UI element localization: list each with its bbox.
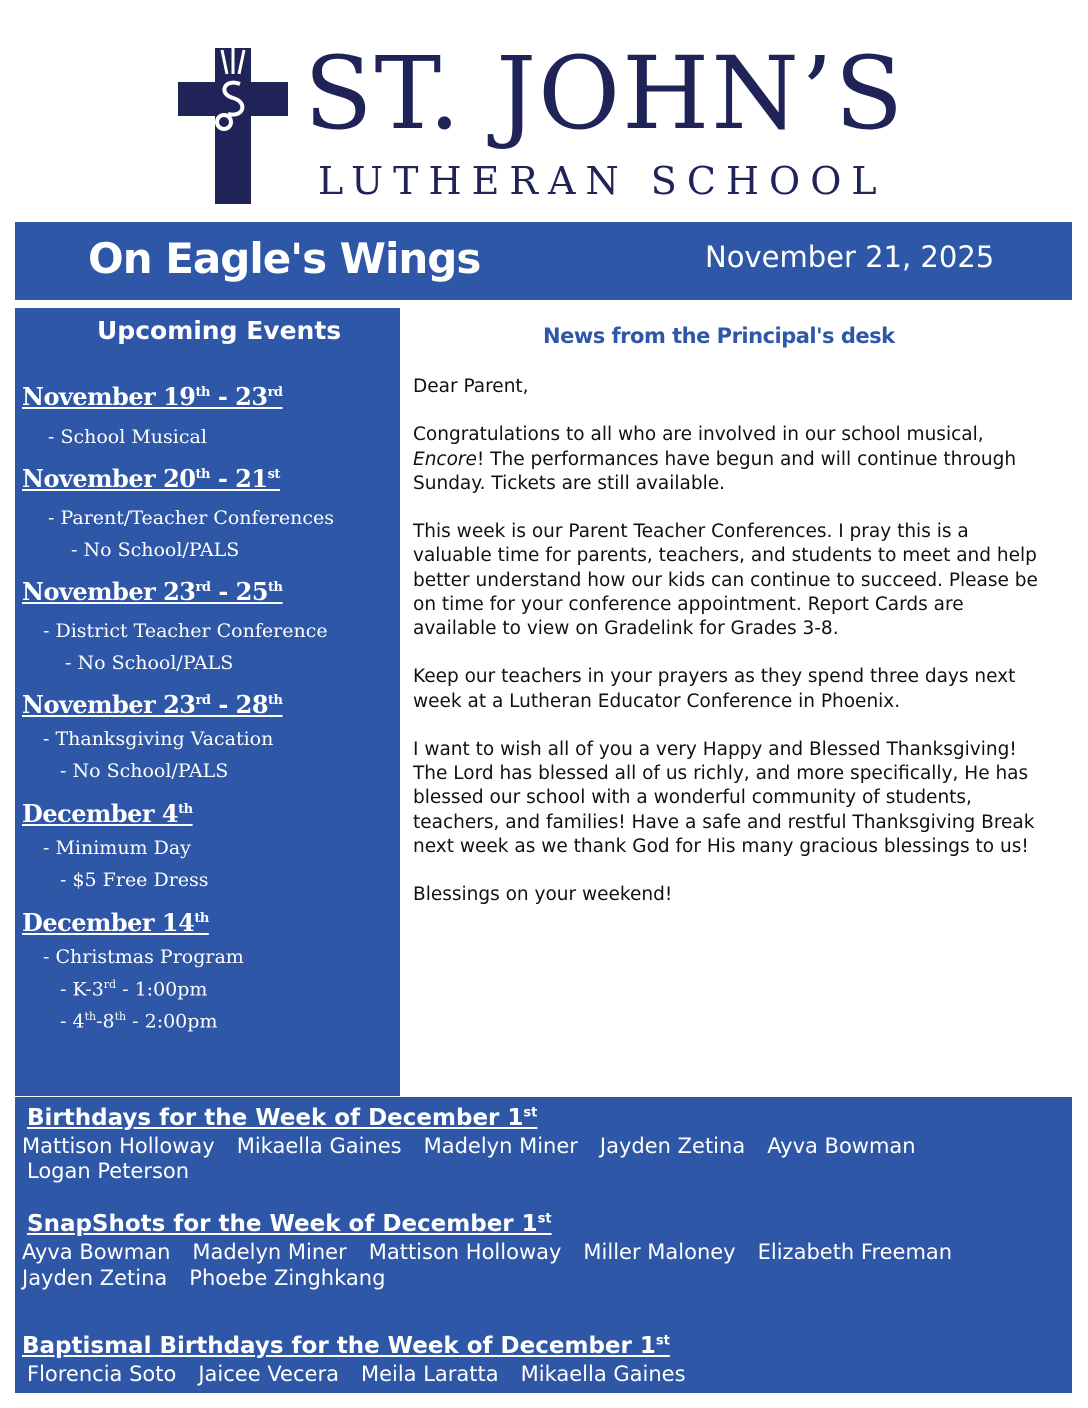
name-item: Madelyn Miner [423, 1134, 578, 1158]
baptismal-heading: Baptismal Birthdays for the Week of December 1st [22, 1333, 670, 1359]
birthdays-names-line-2 [27, 1158, 211, 1184]
event-sub-item: - 4th-8th - 2:00pm [60, 1010, 218, 1033]
name-item: Madelyn Miner [192, 1240, 347, 1264]
name-item: Meila Laratta [360, 1362, 499, 1386]
event-item: - Parent/Teacher Conferences [48, 507, 335, 529]
events-heading: Upcoming Events [97, 316, 342, 345]
event-date: November 23rd - 25th [22, 577, 283, 606]
snapshots-names-line-2 [22, 1265, 407, 1291]
name-item: Mikaella Gaines [520, 1362, 686, 1386]
event-date: November 23rd - 28th [22, 690, 283, 719]
school-logo [178, 35, 938, 208]
birthdays-heading: Birthdays for the Week of December 1st [27, 1105, 538, 1131]
principal-heading: News from the Principal's desk [543, 324, 895, 348]
letter-closing: Blessings on your weekend! [413, 884, 673, 906]
name-item: Ayva Bowman [22, 1240, 171, 1264]
event-item: - Christmas Program [43, 946, 244, 968]
event-item: - No School/PALS [60, 760, 229, 782]
baptismal-names-line-1 [27, 1361, 708, 1387]
letter-paragraph: I want to wish all of you a very Happy and Blessed Thanksgiving! The Lord has blessed all of us richly, and more specifically, He has blessed our school with a wonderful community of students, teachers, and families! Have a safe and restful Thanksgiving Break next week as we thank God for His many gracious blessings to us! [413, 738, 1035, 857]
name-item: Logan Peterson [27, 1159, 190, 1183]
name-item: Florencia Soto [27, 1362, 177, 1386]
principal-letter-panel [400, 308, 1072, 1096]
name-item: Mattison Holloway [368, 1240, 562, 1264]
name-item: Jayden Zetina [599, 1134, 746, 1158]
name-item: Elizabeth Freeman [757, 1240, 953, 1264]
event-date: November 20th - 21st [22, 464, 280, 493]
event-date: December 4th [22, 799, 193, 828]
name-item: Mikaella Gaines [236, 1134, 402, 1158]
newsletter-banner [15, 222, 1072, 300]
event-date: November 19th - 23rd [22, 382, 283, 411]
event-item: - No School/PALS [71, 539, 240, 561]
birthdays-names-line-1 [22, 1133, 938, 1159]
newsletter-title: On Eagle's Wings [88, 234, 481, 283]
event-sub-item: - K-3rd - 1:00pm [60, 978, 208, 1001]
snapshots-names-line-1 [22, 1239, 974, 1265]
letter-greeting: Dear Parent, [413, 376, 529, 397]
event-item: - School Musical [48, 426, 207, 448]
name-item: Jaicee Vecera [198, 1362, 339, 1386]
letter-paragraph: This week is our Parent Teacher Conferences. I pray this is a valuable time for parents, teachers, and students to meet and help better understand how our kids can continue to succeed. Please be on time for your conference appointment. Report Cards are available to view on Gradelink for Grades 3-8. [413, 521, 1038, 639]
event-item: - No School/PALS [65, 652, 234, 674]
letter-paragraph: Congratulations to all who are involved in our school musical, Encore! The performances have begun and will continue through Sunday. Tickets are still available. [413, 424, 1017, 494]
principal-letter [413, 375, 1038, 932]
event-item: - Thanksgiving Vacation [43, 728, 274, 750]
upcoming-events-panel [15, 308, 400, 1096]
name-item: Ayva Bowman [767, 1134, 916, 1158]
school-subtitle: LUTHERAN SCHOOL [318, 159, 887, 203]
name-item: Jayden Zetina [22, 1266, 168, 1290]
celebrations-panel [15, 1097, 1072, 1393]
letter-paragraph: Keep our teachers in your prayers as they spend three days next week at a Lutheran Educator Conference in Phoenix. [413, 666, 1016, 712]
snapshots-heading: SnapShots for the Week of December 1st [27, 1211, 552, 1237]
school-name: ST. JOHN’S [304, 35, 906, 152]
event-date: December 14th [22, 908, 209, 937]
cross-logo-icon [178, 48, 288, 204]
name-item: Mattison Holloway [22, 1134, 215, 1158]
newsletter-date: November 21, 2025 [705, 240, 995, 274]
name-item: Miller Maloney [583, 1240, 736, 1264]
event-item: - $5 Free Dress [60, 869, 209, 891]
name-item: Phoebe Zinghkang [189, 1266, 386, 1290]
event-item: - District Teacher Conference [43, 620, 328, 642]
event-item: - Minimum Day [43, 837, 191, 859]
